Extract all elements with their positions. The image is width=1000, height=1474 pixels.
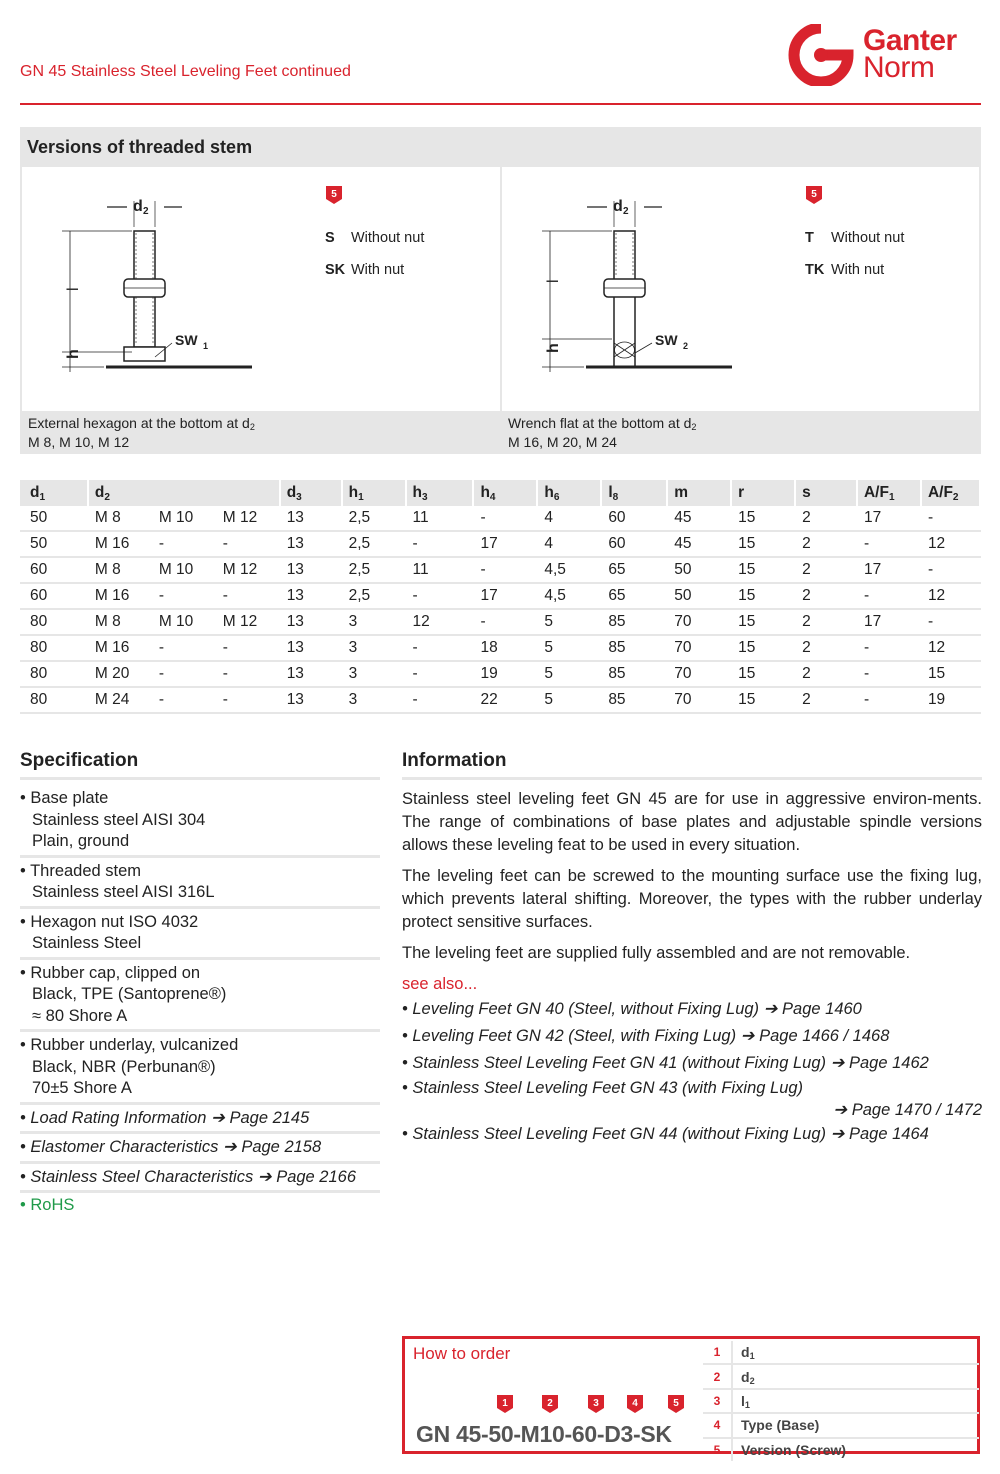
order-badge-2 [541,1394,559,1414]
hexagon-stem-drawing [22,167,282,411]
col-header-l8: $l_8$ [601,480,667,506]
table-cell: 80 [20,635,88,661]
table-cell: 50 [20,531,88,557]
table-cell: - [857,583,921,609]
header-divider [20,103,981,105]
table-cell: 2 [795,661,857,687]
order-legend-row: 3 $l_1$ [703,1390,979,1414]
table-cell: 85 [601,661,667,687]
h4-label: h [545,343,562,353]
table-cell: 85 [601,687,667,713]
spec-item-hexagon-nut: • Hexagon nut ISO 4032 Stainless Steel [20,912,380,960]
see-also-gn44[interactable]: • Stainless Steel Leveling Feet GN 44 (without Fixing Lug) ➔ Page 1464 [402,1125,929,1143]
table-cell: M 10 [152,506,216,531]
ganter-norm-logo [785,24,985,84]
table-cell: 2 [795,557,857,583]
information-body [402,788,982,1148]
table-cell: 80 [20,687,88,713]
table-cell: 45 [667,506,731,531]
table-cell: 17 [473,583,537,609]
table-cell: - [152,635,216,661]
table-cell: 18 [473,635,537,661]
option-tk: TK With nut [805,262,885,278]
table-cell: 13 [280,583,342,609]
table-cell: 85 [601,609,667,635]
svg-text:3: 3 [593,1398,599,1409]
table-cell: 60 [601,506,667,531]
table-cell: 60 [601,531,667,557]
table-cell: 50 [667,583,731,609]
table-cell: M 20 [88,661,152,687]
table-cell: 15 [731,661,795,687]
l1-label: l [65,287,82,291]
see-also-gn41[interactable]: • Stainless Steel Leveling Feet GN 41 (without Fixing Lug) ➔ Page 1462 [402,1054,929,1072]
sw2-label: SW [655,332,678,348]
table-cell: - [406,583,474,609]
table-cell: 2 [795,687,857,713]
table-cell: 2,5 [342,531,406,557]
table-cell: 15 [731,687,795,713]
table-cell: - [921,609,980,635]
table-cell: - [152,661,216,687]
table-row [20,635,980,661]
table-cell: 2,5 [342,583,406,609]
table-cell: - [216,635,280,661]
info-paragraph-3: The leveling feet are supplied fully assembled and are not removable. [402,944,911,962]
table-cell: 12 [921,635,980,661]
table-row [20,583,980,609]
table-cell: 5 [537,609,601,635]
d2-label: d [613,198,623,215]
table-cell: 70 [667,687,731,713]
rohs-label: • RoHS [20,1196,75,1214]
table-cell: 60 [20,557,88,583]
svg-text:5: 5 [811,189,817,200]
order-badge-4 [626,1394,644,1414]
table-cell: - [473,506,537,531]
table-cell: 22 [473,687,537,713]
table-cell: - [152,687,216,713]
table-cell: M 16 [88,531,152,557]
option-t: T Without nut [805,230,905,246]
table-cell: 15 [921,661,980,687]
table-cell: 80 [20,609,88,635]
wrench-flat-stem-drawing [502,167,762,411]
col-header-d1: $d_1$ [20,480,88,506]
how-to-order-title: How to order [413,1344,511,1363]
table-cell: M 16 [88,635,152,661]
table-cell: 3 [342,661,406,687]
link-load-rating[interactable]: • Load Rating Information ➔ Page 2145 [20,1108,380,1135]
col-header-h4: $h_4$ [473,480,537,506]
order-legend-row: 2 $d_2$ [703,1365,979,1389]
see-also-label: see also... [402,975,478,993]
table-cell: 13 [280,609,342,635]
table-cell: 80 [20,661,88,687]
table-cell: 15 [731,583,795,609]
see-also-gn43[interactable]: • Stainless Steel Leveling Feet GN 43 (with Fixing Lug) [402,1079,804,1097]
specification-rule [20,777,380,780]
table-cell: - [406,687,474,713]
table-cell: - [406,661,474,687]
table-cell: - [216,687,280,713]
h3-label: h [65,349,82,359]
table-cell: 2 [795,531,857,557]
table-row [20,609,980,635]
svg-text:4: 4 [632,1398,638,1409]
table-cell: - [473,557,537,583]
see-also-gn43-page[interactable]: ➔ Page 1470 / 1472 [833,1101,982,1119]
order-badge-5 [667,1394,685,1414]
col-header-af1: $A/F_1$ [857,480,921,506]
spec-item-base-plate: • Base plate Stainless steel AISI 304 Plain, ground [20,788,380,858]
table-row [20,506,980,531]
table-cell: 3 [342,609,406,635]
table-cell: - [216,583,280,609]
link-stainless-steel[interactable]: • Stainless Steel Characteristics ➔ Page 2166 [20,1167,380,1194]
table-cell: - [857,687,921,713]
table-cell: 13 [280,687,342,713]
table-cell: 4 [537,506,601,531]
col-header-h3: $h_3$ [406,480,474,506]
table-cell: 70 [667,661,731,687]
table-cell: M 10 [152,557,216,583]
table-cell: 17 [857,506,921,531]
table-cell: M 8 [88,609,152,635]
table-cell: 3 [342,635,406,661]
info-paragraph-1: Stainless steel leveling feet GN 45 are for use in aggressive environ-ments. The range of combinations of base plates and adjustable spindle versions allows these leveling feat to be used in every situation. [402,790,982,854]
order-code-example: GN 45-50-M10-60-D3-SK [416,1421,672,1447]
table-cell: 12 [406,609,474,635]
order-badge-1 [496,1394,514,1414]
table-cell: 19 [921,687,980,713]
table-cell: 60 [20,583,88,609]
information-title: Information [402,750,507,771]
table-cell: M 12 [216,506,280,531]
col-header-d3: $d_3$ [280,480,342,506]
d2-sub: 2 [623,206,629,217]
order-legend-row: 5 Version (Screw) [703,1439,979,1461]
table-cell: 2 [795,609,857,635]
table-cell: 50 [20,506,88,531]
table-cell: M 12 [216,557,280,583]
col-header-m: m [667,480,731,506]
order-legend-row: 1 $d_1$ [703,1341,979,1365]
col-header-s: s [795,480,857,506]
caption-left: External hexagon at the bottom at $d_2$ M 8, M 10, M 12 [28,415,255,450]
badge-5-left [325,185,343,205]
table-row [20,557,980,583]
table-cell: - [857,531,921,557]
d2-label: d [133,198,143,215]
table-cell: 5 [537,635,601,661]
spec-item-threaded-stem: • Threaded stem Stainless steel AISI 316L [20,861,380,909]
table-cell: - [216,661,280,687]
table-cell: 70 [667,635,731,661]
table-row [20,661,980,687]
see-also-gn42[interactable]: • Leveling Feet GN 42 (Steel, with Fixing Lug) ➔ Page 1466 / 1468 [402,1027,890,1045]
version-panel-right [502,167,979,411]
table-cell: 13 [280,635,342,661]
sw2-sub: 2 [683,341,689,351]
table-cell: 2 [795,506,857,531]
info-paragraph-2: The leveling feet can be screwed to the mounting surface use the fixing lug, which prevents lateral shifting. Moreover, the types with the rubber underlay protect sensitive surfaces. [402,867,982,931]
page-header-title: GN 45 Stainless Steel Leveling Feet continued [20,63,351,80]
specification-list [20,788,380,1215]
table-cell: 17 [473,531,537,557]
d2-sub: 2 [143,206,149,217]
svg-text:1: 1 [502,1398,508,1409]
svg-text:5: 5 [331,189,337,200]
table-cell: 13 [280,506,342,531]
table-cell: 2,5 [342,557,406,583]
table-cell: 50 [667,557,731,583]
table-cell: 5 [537,687,601,713]
logo-text-ganter: Ganter [863,24,957,57]
version-panel-left [22,167,500,411]
table-cell: 15 [731,635,795,661]
table-cell: 19 [473,661,537,687]
table-cell: 17 [857,609,921,635]
table-cell: 15 [731,609,795,635]
table-cell: M 8 [88,506,152,531]
spec-item-rubber-cap: • Rubber cap, clipped on Black, TPE (Santoprene®) ≈ 80 Shore A [20,963,380,1033]
l1-label: l [545,279,562,283]
table-cell: 13 [280,661,342,687]
col-header-af2: $A/F_2$ [921,480,980,506]
order-legend [703,1341,979,1461]
how-to-order-box [402,1336,980,1458]
table-cell: 45 [667,531,731,557]
badge-5-right [805,185,823,205]
col-header-r: r [731,480,795,506]
link-elastomer[interactable]: • Elastomer Characteristics ➔ Page 2158 [20,1137,380,1164]
table-cell: 5 [537,661,601,687]
table-cell: M 10 [152,609,216,635]
table-cell: 11 [406,506,474,531]
table-cell: - [406,531,474,557]
table-cell: 4 [537,531,601,557]
specification-title: Specification [20,750,139,771]
versions-title: Versions of threaded stem [27,137,253,157]
table-cell: 2,5 [342,506,406,531]
table-cell: M 16 [88,583,152,609]
table-cell: 3 [342,687,406,713]
table-cell: - [921,557,980,583]
svg-text:5: 5 [673,1398,679,1409]
versions-section [20,127,981,454]
ganter-logo-icon [785,24,857,86]
table-cell: 15 [731,557,795,583]
information-rule [402,777,982,780]
col-header-d2: $d_2$ [88,480,280,506]
table-cell: 4,5 [537,557,601,583]
table-cell: 15 [731,506,795,531]
spec-item-rubber-underlay: • Rubber underlay, vulcanized Black, NBR (Perbunan®) 70±5 Shore A [20,1035,380,1105]
option-s: S Without nut [325,230,425,246]
table-cell: - [921,506,980,531]
svg-text:2: 2 [547,1398,553,1409]
see-also-gn40[interactable]: • Leveling Feet GN 40 (Steel, without Fixing Lug) ➔ Page 1460 [402,1000,862,1018]
table-cell: 2 [795,583,857,609]
table-cell: 12 [921,531,980,557]
table-cell: - [857,635,921,661]
table-cell: - [857,661,921,687]
table-cell: - [216,531,280,557]
table-cell: 11 [406,557,474,583]
table-cell: 17 [857,557,921,583]
option-sk: SK With nut [325,262,405,278]
order-legend-row: 4 Type (Base) [703,1414,979,1438]
order-badge-3 [587,1394,605,1414]
table-cell: 65 [601,557,667,583]
table-cell: 12 [921,583,980,609]
col-header-h1: $h_1$ [342,480,406,506]
table-cell: 65 [601,583,667,609]
dimensions-table [20,480,981,714]
table-cell: - [152,583,216,609]
table-header-row [20,480,980,506]
table-cell: - [152,531,216,557]
table-cell: 13 [280,557,342,583]
table-row [20,687,980,713]
table-cell: 70 [667,609,731,635]
table-row [20,531,980,557]
table-cell: 15 [731,531,795,557]
col-header-h6: $h_6$ [537,480,601,506]
table-cell: 13 [280,531,342,557]
table-cell: 2 [795,635,857,661]
sw1-sub: 1 [203,341,209,351]
caption-right: Wrench flat at the bottom at $d_2$ M 16, M 20, M 24 [508,415,697,450]
table-cell: 85 [601,635,667,661]
table-cell: M 24 [88,687,152,713]
table-cell: - [473,609,537,635]
table-cell: 4,5 [537,583,601,609]
logo-text-norm: Norm [863,51,935,84]
table-cell: M 12 [216,609,280,635]
table-cell: M 8 [88,557,152,583]
table-cell: - [406,635,474,661]
sw1-label: SW [175,332,198,348]
